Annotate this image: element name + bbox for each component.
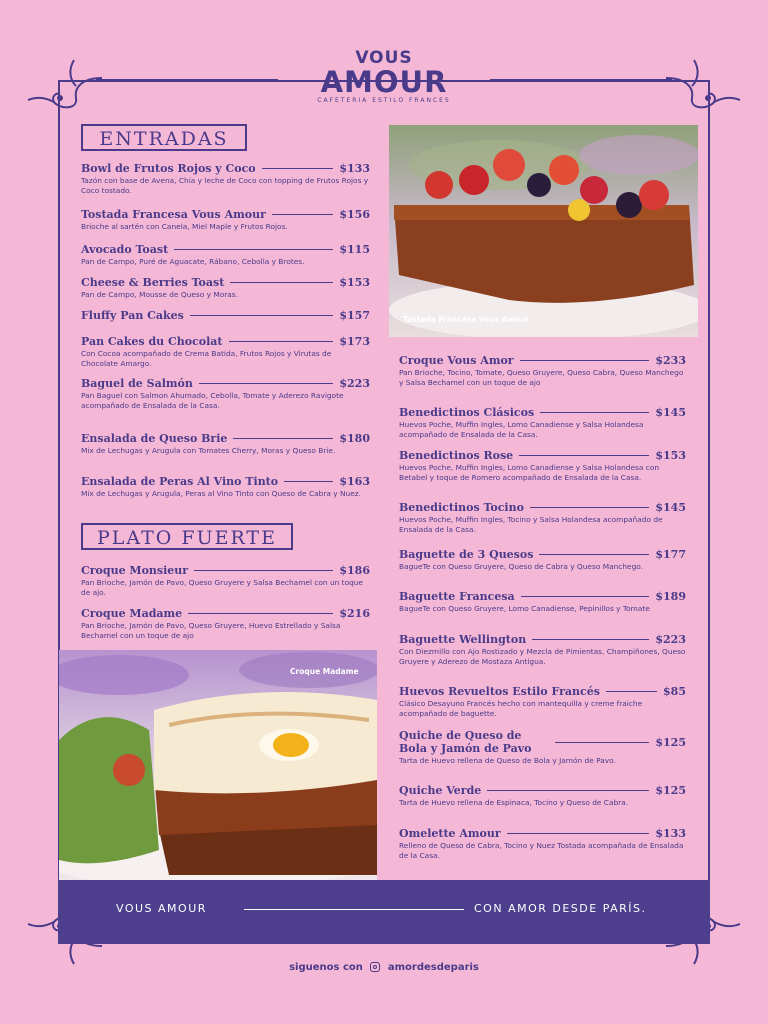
menu-item-row <box>399 685 686 698</box>
menu-item-description: Tarta de Huevo rellena de Queso de Bola y Jamón de Pavo. <box>399 756 616 765</box>
menu-item-row <box>399 633 686 646</box>
menu-item-price: $153 <box>655 449 686 462</box>
menu-item-name: Avocado Toast <box>81 243 169 256</box>
menu-item <box>399 590 686 614</box>
menu-item-description: Con Cocoa acompañado de Crema Batida, Frutos Rojos y Virutas de Chocolate Amargo. <box>81 349 332 368</box>
brand-line2: AMOUR <box>320 65 448 99</box>
price-leader-line <box>507 833 650 834</box>
menu-item-description: Huevos Poche, Muffin Ingles, Lomo Canadiense y Salsa Holandesa acompañado de Ensalada de la Casa. <box>399 420 644 439</box>
price-leader-line <box>190 315 334 316</box>
social-handle[interactable]: amordesdeparis <box>387 962 479 973</box>
menu-item-price: $216 <box>339 607 370 620</box>
menu-item-price: $125 <box>655 735 686 749</box>
top-rule-left <box>96 79 278 81</box>
menu-item <box>399 827 686 861</box>
social-prefix: siguenos con <box>289 962 363 973</box>
menu-item-name: Cheese & Berries Toast <box>81 276 225 289</box>
photo-croque-madame <box>59 650 377 880</box>
menu-item-description: Pan Brioche, Tocino, Tomate, Queso Gruyere, Queso Cabra, Queso Manchego y Salsa Bechamel con un toque de ajo <box>399 368 684 387</box>
menu-item-name: Benedictinos Tocino <box>399 501 524 514</box>
section-entradas: ENTRADAS <box>81 124 247 151</box>
menu-item-description: Tarta de Huevo rellena de Espinaca, Tocino y Queso de Cabra. <box>399 798 629 807</box>
menu-item-name: Baguette de 3 Quesos <box>399 548 534 561</box>
menu-item-name: Quiche de Queso de Bola y Jamón de Pavo <box>399 729 532 755</box>
menu-item-name: Tostada Francesa Vous Amour <box>81 208 266 221</box>
price-leader-line <box>487 790 649 791</box>
menu-item-row <box>399 354 686 367</box>
footer-slogan: CON AMOR DESDE PARÍS. <box>474 902 647 915</box>
caption-tostada-francesa: Tostada Francesa Vous Amour <box>403 315 530 324</box>
top-rule-right <box>490 79 672 81</box>
menu-item-name: Bowl de Frutos Rojos y Coco <box>81 162 256 175</box>
price-leader-line <box>188 613 333 614</box>
menu-item-row <box>399 827 686 840</box>
price-leader-line <box>230 282 333 283</box>
price-leader-line <box>174 249 333 250</box>
menu-item-row <box>81 475 370 488</box>
menu-item <box>399 406 686 440</box>
instagram-icon[interactable] <box>370 962 380 972</box>
price-leader-line <box>262 168 334 169</box>
menu-item <box>81 162 370 196</box>
menu-item-name: Croque Vous Amor <box>399 354 514 367</box>
menu-item-price: $156 <box>339 208 370 221</box>
corner-ornament-top-right <box>664 56 744 112</box>
menu-item <box>81 276 370 300</box>
menu-item <box>81 335 370 369</box>
menu-item-description: Mix de Lechugas y Arugula, Peras al Vino Tinto con Queso de Cabra y Nuez. <box>81 489 362 498</box>
menu-item <box>399 354 686 388</box>
menu-item-row <box>81 432 370 445</box>
menu-item-price: $233 <box>655 354 686 367</box>
menu-item-name: Fluffy Pan Cakes <box>81 309 184 322</box>
menu-item <box>399 784 686 808</box>
menu-item-price: $145 <box>655 501 686 514</box>
menu-item <box>399 501 686 535</box>
footer-divider <box>244 909 464 910</box>
menu-item-row <box>81 377 370 390</box>
menu-item-row <box>399 406 686 419</box>
price-leader-line <box>539 554 649 555</box>
menu-item-description: Pan Baguel con Salmon Ahumado, Cebolla, Tomate y Aderezo Ravigote acompañado de Ensalada de la Casa. <box>81 391 344 410</box>
menu-item <box>399 633 686 667</box>
menu-item-price: $133 <box>339 162 370 175</box>
social-line <box>0 962 768 973</box>
menu-item-description: Huevos Poche, Muffin Ingles, Tocino y Salsa Holandesa acompañado de Ensalada de la Casa. <box>399 515 663 534</box>
menu-item-row <box>81 309 370 322</box>
price-leader-line <box>194 570 333 571</box>
menu-item-row <box>399 449 686 462</box>
footer-bar <box>58 880 710 944</box>
menu-item-price: $153 <box>339 276 370 289</box>
price-leader-line <box>272 214 333 215</box>
price-leader-line <box>520 360 650 361</box>
menu-item <box>399 449 686 483</box>
menu-item <box>81 377 370 411</box>
menu-item-description: BagueTe con Queso Gruyere, Queso de Cabra y Queso Manchego. <box>399 562 644 571</box>
menu-item <box>399 548 686 572</box>
menu-item-name: Huevos Revueltos Estilo Francés <box>399 685 600 698</box>
price-leader-line <box>555 742 649 743</box>
menu-item-name: Baguette Francesa <box>399 590 515 603</box>
menu-item-price: $173 <box>339 335 370 348</box>
menu-item-price: $125 <box>655 784 686 797</box>
price-leader-line <box>532 639 649 640</box>
menu-item-price: $115 <box>339 243 370 256</box>
price-leader-line <box>229 341 334 342</box>
menu-item-name: Baguette Wellington <box>399 633 527 646</box>
price-leader-line <box>540 412 649 413</box>
french-toast-illustration <box>389 125 698 337</box>
menu-item-name: Pan Cakes du Chocolat <box>81 335 223 348</box>
brand-tagline: CAFETERIA ESTILO FRANCES <box>317 97 451 104</box>
menu-item-price: $223 <box>339 377 370 390</box>
footer-brand: VOUS AMOUR <box>116 902 207 915</box>
price-leader-line <box>233 438 333 439</box>
corner-ornament-top-left <box>24 56 104 112</box>
menu-item <box>81 607 370 641</box>
price-leader-line <box>521 596 650 597</box>
menu-item <box>81 564 370 598</box>
menu-item-price: $186 <box>339 564 370 577</box>
brand-logo <box>284 50 484 104</box>
menu-item-price: $163 <box>339 475 370 488</box>
price-leader-line <box>519 455 649 456</box>
menu-item-name: Benedictinos Rose <box>399 449 514 462</box>
menu-item <box>81 475 370 499</box>
menu-item-name: Croque Monsieur <box>81 564 189 577</box>
menu-item-description: BagueTe con Queso Gruyere, Lomo Canadiense, Pepinillos y Tomate <box>399 604 650 613</box>
croque-madame-illustration <box>59 650 377 880</box>
price-leader-line <box>530 507 649 508</box>
menu-item-description: Relleno de Queso de Cabra, Tocino y Nuez Tostada acompañada de Ensalada de la Casa. <box>399 841 684 860</box>
menu-item-description: Pan de Campo, Puré de Aguacate, Rábano, Cebolla y Brotes. <box>81 257 305 266</box>
menu-item-name: Omelette Amour <box>399 827 501 840</box>
menu-item-description: Mix de Lechugas y Arugula con Tomates Cherry, Moras y Queso Brie. <box>81 446 336 455</box>
menu-item-name: Quiche Verde <box>399 784 482 797</box>
menu-item <box>399 685 686 719</box>
menu-item-description: Brioche al sartén con Canela, Miel Maple y Frutos Rojos. <box>81 222 288 231</box>
menu-item <box>81 309 370 323</box>
caption-croque-madame: Croque Madame <box>290 667 359 676</box>
menu-item-description: Tazón con base de Avena, Chía y leche de Coco con topping de Frutos Rojos y Coco tostado. <box>81 176 369 195</box>
menu-item-row <box>81 276 370 289</box>
menu-item-row <box>399 548 686 561</box>
menu-item-price: $85 <box>663 685 686 698</box>
menu-item-description: Con Diezmillo con Ajo Rostizado y Mezcla de Pimientas, Champiñones, Queso Gruyere y Aderezo de Mostaza Antigua. <box>399 647 686 666</box>
menu-item-description: Huevos Poche, Muffin Ingles, Lomo Canadiense y Salsa Holandesa con Betabel y toque de Romero acompañado de Ensalada de la Casa. <box>399 463 660 482</box>
menu-item-name: Ensalada de Peras Al Vino Tinto <box>81 475 279 488</box>
menu-item-row <box>399 729 686 755</box>
price-leader-line <box>199 383 334 384</box>
menu-item-row <box>399 590 686 603</box>
menu-item-description: Pan Brioche, Jamón de Pavo, Queso Gruyere, Huevo Estrellado y Salsa Bechamel con un toque de ajo <box>81 621 341 640</box>
menu-item-row <box>81 335 370 348</box>
menu-item <box>399 729 686 766</box>
section-plato-fuerte: PLATO FUERTE <box>81 523 293 550</box>
menu-item-price: $157 <box>339 309 370 322</box>
menu-item-price: $189 <box>655 590 686 603</box>
menu-item-name: Croque Madame <box>81 607 183 620</box>
menu-item <box>81 432 370 456</box>
menu-item-row <box>81 162 370 175</box>
menu-item-price: $180 <box>339 432 370 445</box>
menu-item-description: Pan de Campo, Mousse de Queso y Moras. <box>81 290 239 299</box>
menu-item-price: $177 <box>655 548 686 561</box>
menu-item-name: Benedictinos Clásicos <box>399 406 535 419</box>
menu-item-row <box>81 564 370 577</box>
menu-item-price: $133 <box>655 827 686 840</box>
menu-item <box>81 208 370 232</box>
menu-item-row <box>81 208 370 221</box>
menu-item-description: Pan Brioche, Jamón de Pavo, Queso Gruyere y Salsa Bechamel con un toque de ajo. <box>81 578 364 597</box>
menu-item-row <box>399 501 686 514</box>
brand-line1: VOUS <box>355 48 413 68</box>
menu-item-price: $223 <box>655 633 686 646</box>
price-leader-line <box>606 691 657 692</box>
menu-item-row <box>81 607 370 620</box>
menu-item-description: Clásico Desayuno Francés hecho con mantequilla y creme fraiche acompañado de baguette. <box>399 699 643 718</box>
price-leader-line <box>284 481 333 482</box>
menu-item-row <box>81 243 370 256</box>
menu-item-price: $145 <box>655 406 686 419</box>
photo-tostada-francesa <box>389 125 698 337</box>
menu-item-name: Baguel de Salmón <box>81 377 193 390</box>
menu-item-name: Ensalada de Queso Brie <box>81 432 228 445</box>
menu-item <box>81 243 370 267</box>
menu-item-row <box>399 784 686 797</box>
